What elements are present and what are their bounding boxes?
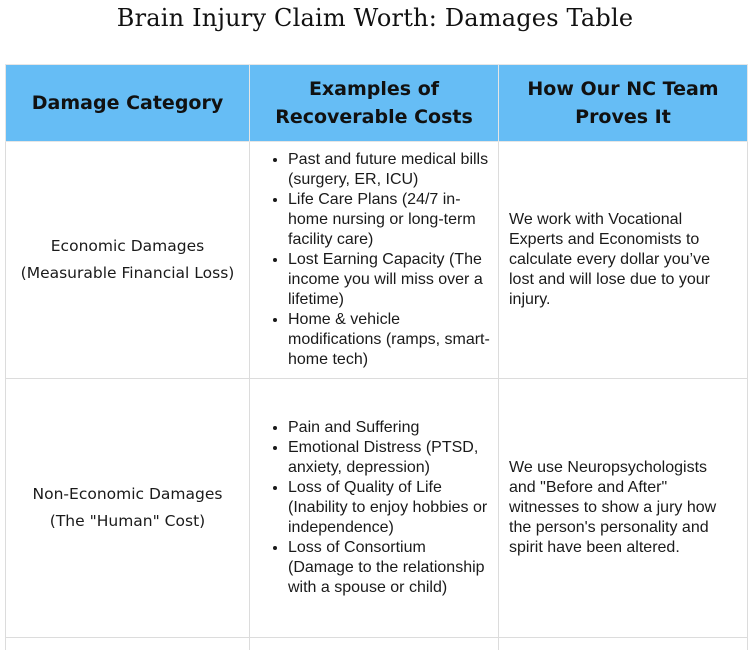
header-examples: Examples of Recoverable Costs xyxy=(250,65,499,142)
category-cell xyxy=(6,379,250,638)
list-item: • Pain and Suffering xyxy=(288,418,490,438)
table-row xyxy=(6,142,748,379)
how-proved-cell: We use Neuropsychologists and "Before and After" witnesses to show a jury how the person's personality and spirit have been altered. xyxy=(499,379,748,638)
header-how-proved: How Our NC Team Proves It xyxy=(499,65,748,142)
how-proved-cell: We work with Vocational Experts and Economists to calculate every dollar you’ve lost and will lose due to your injury. xyxy=(499,142,748,379)
table-row xyxy=(6,638,748,650)
empty-cell xyxy=(499,638,748,650)
table-row xyxy=(6,379,748,638)
list-item: • Life Care Plans (24/7 in-home nursing or long-term facility care) xyxy=(288,190,490,250)
table-header-row xyxy=(6,65,748,142)
category-name: Economic Damages xyxy=(51,237,204,255)
category-cell xyxy=(6,142,250,379)
damages-table xyxy=(5,64,748,650)
header-damage-category: Damage Category xyxy=(6,65,250,142)
examples-list xyxy=(268,150,490,370)
category-name: Non-Economic Damages xyxy=(33,485,223,503)
examples-list xyxy=(268,418,490,598)
examples-cell xyxy=(250,379,499,638)
list-item: • Past and future medical bills (surgery, ER, ICU) xyxy=(288,150,490,190)
list-item: • Loss of Quality of Life (Inability to enjoy hobbies or independence) xyxy=(288,478,490,538)
list-item: • Home & vehicle modifications (ramps, smart-home tech) xyxy=(288,310,490,370)
empty-cell xyxy=(6,638,250,650)
list-item: • Loss of Consortium (Damage to the relationship with a spouse or child) xyxy=(288,538,490,598)
list-item: • Lost Earning Capacity (The income you will miss over a lifetime) xyxy=(288,250,490,310)
page-title: Brain Injury Claim Worth: Damages Table xyxy=(0,4,750,32)
examples-cell xyxy=(250,142,499,379)
category-description: (Measurable Financial Loss) xyxy=(21,264,235,282)
empty-cell xyxy=(250,638,499,650)
list-item: • Emotional Distress (PTSD, anxiety, depression) xyxy=(288,438,490,478)
category-description: (The "Human" Cost) xyxy=(50,512,205,530)
